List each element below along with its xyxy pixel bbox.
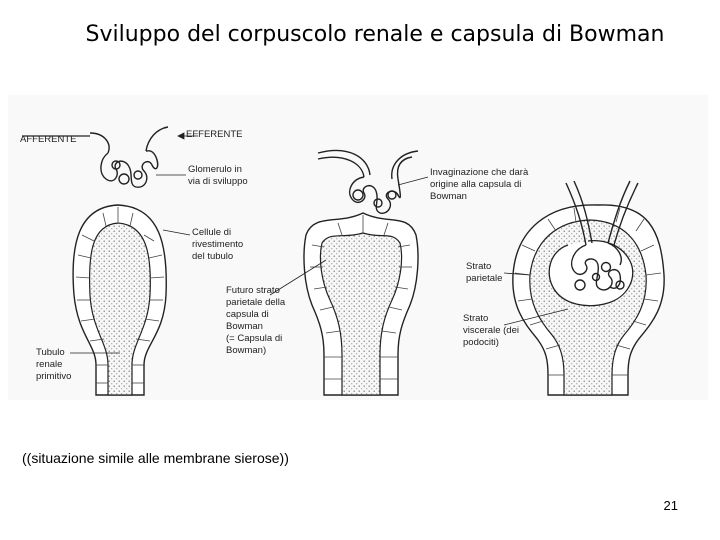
label-glomerulo-line2: via di sviluppo	[188, 176, 248, 187]
label-futuro-line1: Futuro strato	[226, 285, 280, 296]
label-afferente: AFFERENTE	[20, 134, 77, 145]
label-viscerale-line2: viscerale (dei	[463, 325, 519, 336]
label-parietale-line1: Strato	[466, 261, 492, 272]
label-futuro-line2: parietale della	[226, 297, 286, 308]
label-invag-line3: Bowman	[430, 191, 467, 202]
diagram-svg	[8, 95, 708, 400]
slide-title: Sviluppo del corpuscolo renale e capsula di Bowman	[85, 22, 665, 47]
label-cellule-line3: del tubulo	[192, 251, 234, 262]
label-invag-line2: origine alla capsula di	[430, 179, 522, 190]
bowman-development-figure	[8, 95, 708, 400]
label-tubulo-line1: Tubulo	[36, 347, 65, 358]
caption: ((situazione simile alle membrane sierose))	[22, 450, 289, 466]
label-parietale-line2: parietale	[466, 273, 503, 284]
label-tubulo-line2: renale	[36, 359, 63, 370]
label-tubulo-line3: primitivo	[36, 371, 72, 382]
label-cellule-line1: Cellule di	[192, 227, 232, 238]
label-futuro-line3: capsula di	[226, 309, 269, 320]
page-number: 21	[663, 498, 678, 513]
label-efferente: EFFERENTE	[186, 129, 243, 140]
label-glomerulo-line1: Glomerulo in	[188, 164, 242, 175]
label-invag-line1: Invaginazione che darà	[430, 167, 529, 178]
label-viscerale-line1: Strato	[463, 313, 489, 324]
label-futuro-line4: Bowman	[226, 321, 263, 332]
label-futuro-line6: Bowman)	[226, 345, 267, 356]
label-cellule-line2: rivestimento	[192, 239, 244, 250]
label-futuro-line5: (= Capsula di	[226, 333, 283, 344]
label-viscerale-line3: podociti)	[463, 337, 499, 348]
